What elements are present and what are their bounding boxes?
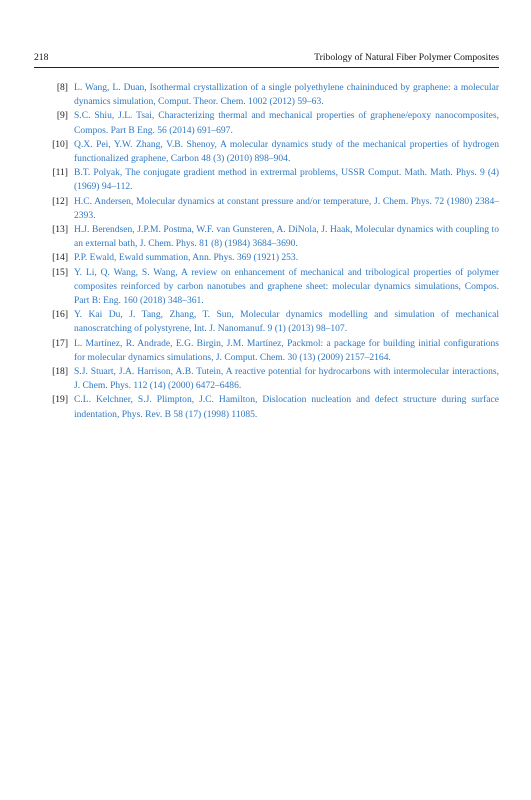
reference-item[interactable]	[34, 393, 499, 421]
reference-link[interactable]: L. Wang, L. Duan, Isothermal crystallization of a single polyethylene chaininduced by graphene: a molecular dynamics simulation, Comput. Theor. Chem. 1002 (2012) 59–63.	[74, 82, 499, 108]
reference-number: [13]	[52, 224, 68, 236]
reference-item[interactable]	[34, 195, 499, 223]
reference-item[interactable]	[34, 109, 499, 137]
reference-link[interactable]: S.C. Shiu, J.L. Tsai, Characterizing thermal and mechanical properties of graphene/epoxy nanocomposites, Compos. Part B Eng. 56 (2014) 691–697.	[74, 110, 499, 136]
reference-link[interactable]: Y. Kai Du, J. Tang, Zhang, T. Sun, Molecular dynamics modelling and simulation of mechanical nanoscratching of polystyrene, Int. J. Nanomanuf. 9 (1) (2013) 98–107.	[74, 309, 499, 335]
reference-item[interactable]	[34, 308, 499, 336]
reference-link[interactable]: H.J. Berendsen, J.P.M. Postma, W.F. van Gunsteren, A. DiNola, J. Haak, Molecular dynamics with coupling to an external bath, J. Chem. Phys. 81 (8) (1984) 3684–3690.	[74, 224, 499, 250]
reference-link[interactable]: S.J. Stuart, J.A. Harrison, A.B. Tutein, A reactive potential for hydrocarbons with intermolecular interactions, J. Chem. Phys. 112 (14) (2000) 6472–6486.	[74, 366, 499, 392]
reference-link[interactable]: Q.X. Pei, Y.W. Zhang, V.B. Shenoy, A molecular dynamics study of the mechanical properties of hydrogen functionalized graphene, Carbon 48 (3) (2010) 898–904.	[74, 138, 499, 165]
reference-link[interactable]: B.T. Polyak, The conjugate gradient method in extrermal problems, USSR Comput. Math. Math. Phys. 9 (4) (1969) 94–112.	[74, 167, 499, 193]
reference-list	[34, 81, 499, 422]
reference-number: [16]	[52, 309, 68, 321]
header-rule	[34, 67, 499, 68]
reference-number: [15]	[52, 266, 68, 278]
reference-number: [9]	[56, 110, 68, 122]
running-title: Tribology of Natural Fiber Polymer Composites	[314, 52, 499, 63]
running-header	[34, 52, 499, 66]
page-number: 218	[34, 52, 49, 63]
reference-item[interactable]	[34, 251, 499, 265]
reference-link[interactable]: C.L. Kelchner, S.J. Plimpton, J.C. Hamilton, Dislocation nucleation and defect structure during surface indentation, Phys. Rev. B 58 (17) (1998) 11085.	[74, 394, 499, 420]
reference-link[interactable]: P.P. Ewald, Ewald summation, Ann. Phys. 369 (1921) 253.	[74, 252, 299, 264]
reference-link[interactable]: H.C. Andersen, Molecular dynamics at constant pressure and/or temperature, J. Chem. Phys. 72 (1980) 2384–2393.	[74, 195, 499, 221]
reference-link[interactable]: L. Martínez, R. Andrade, E.G. Birgin, J.M. Martínez, Packmol: a package for building initial configurations for molecular dynamics simulations, J. Comput. Chem. 30 (13) (2009) 2157–2164.	[74, 337, 499, 363]
reference-item[interactable]	[34, 166, 499, 194]
reference-item[interactable]	[34, 138, 499, 166]
reference-number: [8]	[56, 82, 68, 93]
reference-item[interactable]	[34, 223, 499, 251]
reference-number: [14]	[52, 252, 68, 264]
reference-link[interactable]: Y. Li, Q. Wang, S. Wang, A review on enhancement of mechanical and tribological properties of polymer composites reinforced by carbon nanotubes and graphene sheet: molecular dynamics simulations, Compos. Part B: Eng. 160 (2018) 348–361.	[74, 266, 499, 307]
reference-item[interactable]	[34, 337, 499, 365]
reference-number: [10]	[52, 138, 68, 150]
reference-item[interactable]	[34, 365, 499, 393]
reference-item[interactable]	[34, 81, 499, 109]
reference-number: [18]	[52, 366, 68, 378]
reference-item[interactable]	[34, 266, 499, 309]
reference-number: [19]	[52, 394, 68, 406]
reference-number: [12]	[52, 195, 68, 207]
reference-number: [17]	[52, 337, 68, 349]
reference-number: [11]	[52, 167, 68, 179]
